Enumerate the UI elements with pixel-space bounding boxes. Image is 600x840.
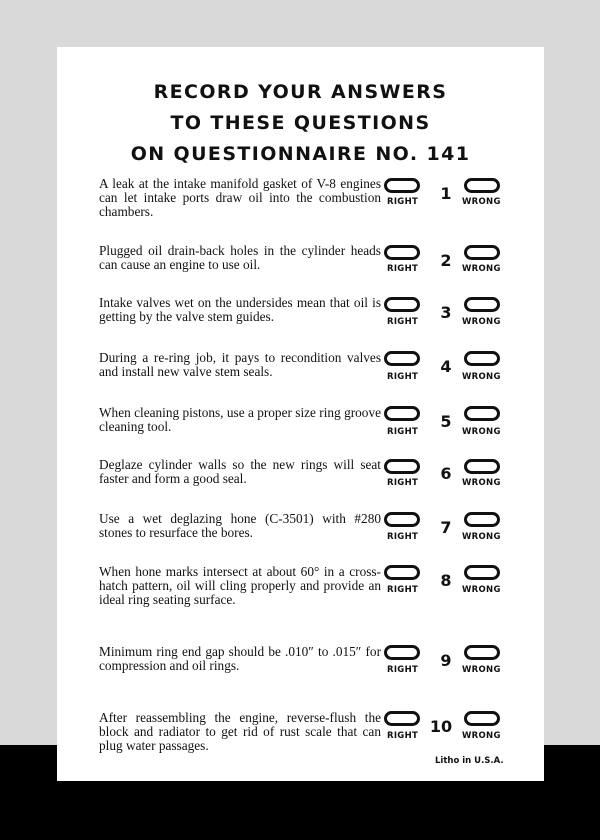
question-number: 10 [429, 717, 453, 736]
right-label: RIGHT [387, 264, 419, 274]
right-answer-oval[interactable] [384, 178, 420, 193]
wrong-answer-oval[interactable] [464, 245, 500, 260]
wrong-answer-oval[interactable] [464, 351, 500, 366]
question-text: When hone marks intersect at about 60° in a cross-hatch pattern, oil will cling properly and provide an ideal ring seating surface. [99, 564, 381, 607]
question-number: 7 [440, 518, 452, 537]
question-text: When cleaning pistons, use a proper size ring groove cleaning tool. [99, 405, 381, 434]
title-line-1: RECORD YOUR ANSWERS [153, 81, 448, 103]
right-label: RIGHT [387, 197, 419, 207]
wrong-label: WRONG [462, 665, 501, 675]
wrong-answer-oval[interactable] [464, 645, 500, 660]
wrong-answer-oval[interactable] [464, 711, 500, 726]
title-line-3: ON QUESTIONNAIRE NO. 141 [130, 143, 471, 165]
right-answer-oval[interactable] [384, 512, 420, 527]
right-label: RIGHT [387, 478, 419, 488]
question-text: Use a wet deglazing hone (C-3501) with #280 stones to resurface the bores. [99, 511, 381, 540]
right-answer-oval[interactable] [384, 297, 420, 312]
wrong-label: WRONG [462, 317, 501, 327]
right-answer-oval[interactable] [384, 565, 420, 580]
question-number: 4 [440, 357, 452, 376]
wrong-label: WRONG [462, 731, 501, 741]
question-number: 6 [440, 464, 452, 483]
question-text: Intake valves wet on the undersides mean that oil is getting by the valve stem guides. [99, 295, 381, 324]
question-number: 2 [440, 251, 452, 270]
wrong-label: WRONG [462, 372, 501, 382]
wrong-label: WRONG [462, 427, 501, 437]
question-number: 3 [440, 303, 452, 322]
question-text: During a re-ring job, it pays to recondition valves and install new valve stem seals. [99, 350, 381, 379]
title-line-2: TO THESE QUESTIONS [170, 112, 431, 134]
right-label: RIGHT [387, 532, 419, 542]
question-text: A leak at the intake manifold gasket of V-8 engines can let intake ports draw oil into the combustion chambers. [99, 176, 381, 219]
right-label: RIGHT [387, 665, 419, 675]
right-answer-oval[interactable] [384, 645, 420, 660]
question-text: Deglaze cylinder walls so the new rings will seat faster and form a good seal. [99, 457, 381, 486]
right-label: RIGHT [387, 372, 419, 382]
question-text: Plugged oil drain-back holes in the cylinder heads can cause an engine to use oil. [99, 243, 381, 272]
right-answer-oval[interactable] [384, 459, 420, 474]
wrong-answer-oval[interactable] [464, 459, 500, 474]
wrong-answer-oval[interactable] [464, 565, 500, 580]
litho-footer: Litho in U.S.A. [435, 756, 504, 766]
right-label: RIGHT [387, 317, 419, 327]
wrong-label: WRONG [462, 264, 501, 274]
right-label: RIGHT [387, 585, 419, 595]
right-answer-oval[interactable] [384, 245, 420, 260]
wrong-label: WRONG [462, 197, 501, 207]
wrong-label: WRONG [462, 585, 501, 595]
right-label: RIGHT [387, 427, 419, 437]
questionnaire-card [57, 47, 544, 781]
wrong-answer-oval[interactable] [464, 178, 500, 193]
wrong-answer-oval[interactable] [464, 406, 500, 421]
right-answer-oval[interactable] [384, 406, 420, 421]
right-answer-oval[interactable] [384, 351, 420, 366]
question-text: Minimum ring end gap should be .010″ to .015″ for compression and oil rings. [99, 644, 381, 673]
right-answer-oval[interactable] [384, 711, 420, 726]
wrong-label: WRONG [462, 532, 501, 542]
wrong-answer-oval[interactable] [464, 512, 500, 527]
page-title [57, 77, 544, 170]
wrong-label: WRONG [462, 478, 501, 488]
wrong-answer-oval[interactable] [464, 297, 500, 312]
question-text: After reassembling the engine, reverse-flush the block and radiator to get rid of rust scale that can plug water passages. [99, 710, 381, 753]
question-number: 8 [440, 571, 452, 590]
question-number: 1 [440, 184, 452, 203]
question-number: 9 [440, 651, 452, 670]
question-number: 5 [440, 412, 452, 431]
right-label: RIGHT [387, 731, 419, 741]
